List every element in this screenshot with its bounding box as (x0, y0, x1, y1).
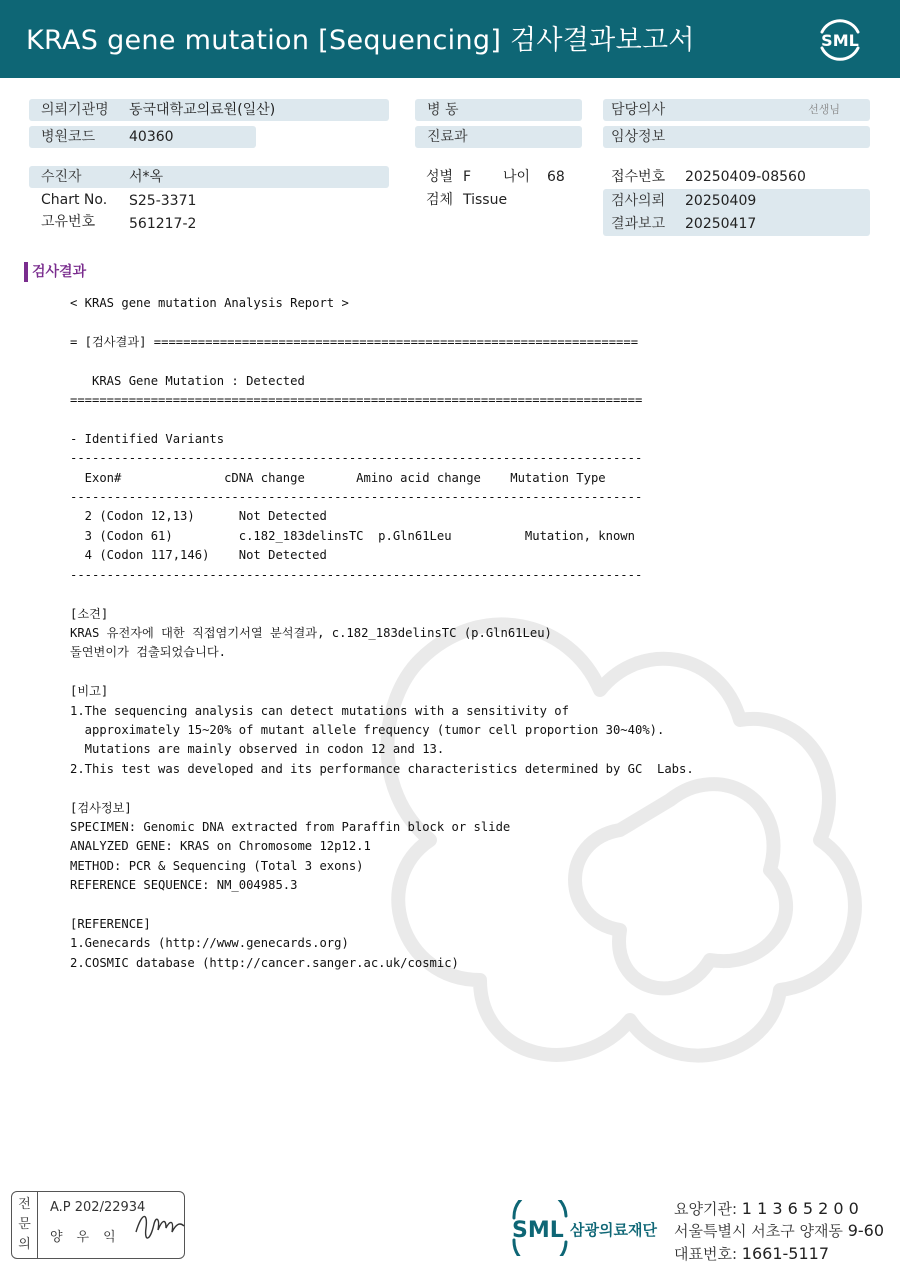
foundation-name: 삼광의료재단 (570, 1221, 657, 1239)
report-header (0, 0, 900, 78)
doctor-suffix: 선생님 (808, 103, 840, 116)
department-label: 진료과 (427, 129, 468, 145)
care-code (674, 1198, 859, 1219)
section-marker (24, 262, 28, 282)
chart-value: S25-3371 (129, 193, 197, 209)
report-date-label: 결과보고 (611, 216, 666, 232)
stamp-side-label: 전 문 의 (12, 1192, 38, 1258)
sex-value: F (463, 169, 472, 185)
report-title: KRAS gene mutation [Sequencing] 검사결과보고서 (26, 25, 695, 56)
address-number: 9-60 (847, 1221, 885, 1240)
phone-label: 대표번호: (674, 1245, 742, 1263)
section-title: 검사결과 (32, 264, 87, 280)
report-body: < KRAS gene mutation Analysis Report > = [검사결과] ================================================================== KRAS Gene Mutation : Detected ============================================================================== - Identified Variants ------------------------------------------------------------------------------ Exon# cDNA change Amino acid change Mutation Type ------------------------------------------------------------------------------ 2 (Codon 12,13) Not Detected 3 (Codon 61) c.182_183delinsTC p.Gln61Leu Mutation, known 4 (Codon 117,146) Not Detected ------------------------------------------------------------------------------ [소견] KRAS 유전자에 대한 직접염기서열 분석결과, c.182_183delinsTC (p.Gln61Leu) 돌연변이가 검출되었습니다. [비고] 1.The sequencing analysis can detect mutations with a sensitivity of approximately 15~20% of mutant allele frequency (tumor cell proportion 30~40%). Mutations are mainly observed in codon 12 and 13. 2.This test was developed and its performance characteristics determined by GC Labs. [검사정보] SPECIMEN: Genomic DNA extracted from Paraffin block or slide ANALYZED GENE: KRAS on Chromosome 12p12.1 METHOD: PCR & Sequencing (Total 3 exons) REFERENCE SEQUENCE: NM_004985.3 [REFERENCE] 1.Genecards (http://www.genecards.org) 2.COSMIC database (http://cancer.sanger.ac.uk/cosmic) (70, 296, 694, 970)
id-label: 고유번호 (41, 214, 96, 230)
chart-label: Chart No. (41, 192, 108, 208)
institution-value: 동국대학교의료원(일산) (129, 102, 276, 118)
request-value: 20250409 (685, 193, 757, 209)
institution-label: 의뢰기관명 (41, 102, 109, 118)
hospital-code-value: 40360 (129, 129, 174, 145)
hospital-code-row (29, 126, 256, 148)
id-value: 561217-2 (129, 216, 197, 232)
request-label: 검사의뢰 (611, 193, 666, 209)
clinical-info-row (603, 126, 870, 148)
age-value: 68 (547, 169, 565, 185)
stamp-doctor-name: 양우익 (50, 1230, 130, 1245)
stamp-license-number: A.P 202/22934 (50, 1200, 146, 1215)
doctor-label: 담당의사 (611, 102, 666, 118)
patient-row (29, 166, 389, 188)
care-label: 요양기관: (674, 1200, 742, 1218)
footer-logo-text: SML (512, 1218, 564, 1243)
header-logo-text: SML (821, 31, 859, 50)
ward-label: 병 동 (427, 102, 459, 118)
phone (674, 1243, 829, 1264)
report-date-value: 20250417 (685, 216, 757, 232)
ward-row (415, 99, 582, 121)
sml-logo-icon (814, 14, 866, 64)
specimen-label: 검체 (426, 192, 454, 208)
signature-icon (132, 1202, 188, 1250)
dates-block (603, 189, 870, 236)
receipt-value: 20250409-08560 (685, 169, 806, 185)
phone-value: 1661-5117 (741, 1244, 830, 1263)
institution-row (29, 99, 389, 121)
foundation-logo-icon (508, 1200, 668, 1256)
patient-label: 수진자 (41, 169, 82, 185)
age-label: 나이 (503, 169, 531, 185)
sex-label: 성별 (426, 169, 454, 185)
department-row (415, 126, 582, 148)
care-value: 1 1 3 6 5 2 0 0 (741, 1199, 859, 1218)
doctor-row (603, 99, 870, 121)
receipt-label: 접수번호 (611, 169, 666, 185)
patient-value: 서*옥 (129, 169, 164, 185)
hospital-code-label: 병원코드 (41, 129, 96, 145)
specialist-stamp (11, 1191, 185, 1259)
specimen-value: Tissue (463, 192, 508, 208)
address (674, 1220, 884, 1241)
clinical-info-label: 임상정보 (611, 129, 666, 145)
address-text: 서울특별시 서초구 양재동 (674, 1222, 848, 1240)
